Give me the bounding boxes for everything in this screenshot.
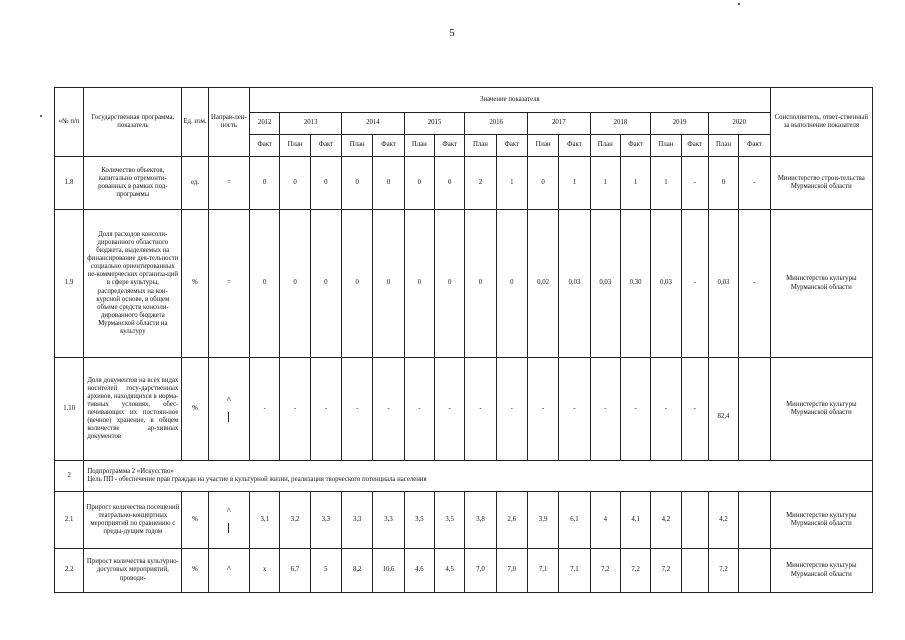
value-cell: 0 [404, 210, 434, 358]
sub-label: Факт [739, 135, 771, 157]
value-cell [739, 549, 771, 593]
value-cell: 8,2 [342, 549, 373, 593]
value-cell: - [250, 358, 280, 461]
value-cell: 7,2 [590, 549, 620, 593]
value-cell: 4,2 [708, 492, 738, 549]
value-cell: 7,2 [708, 549, 738, 593]
value-cell: 3,1 [250, 492, 280, 549]
value-cell: - [280, 358, 310, 461]
value-cell: 3,9 [527, 492, 558, 549]
scan-speck [40, 115, 42, 117]
value-cell: - [527, 358, 558, 461]
row-number: 1.9 [55, 210, 84, 358]
vertical-bar-icon [228, 412, 229, 422]
direction-cell [208, 492, 249, 549]
sub-label: План [280, 135, 310, 157]
value-cell: x [250, 549, 280, 593]
value-text: 82,4 [717, 412, 730, 420]
sub-label: План [651, 135, 681, 157]
value-cell: 10,6 [373, 549, 404, 593]
sub-label: Факт [496, 135, 527, 157]
value-cell: 0 [280, 210, 310, 358]
value-cell: - [681, 210, 708, 358]
executor-cell: Министерство культуры Мурманской области [770, 549, 872, 593]
value-cell: 7,1 [527, 549, 558, 593]
sub-label: План [708, 135, 738, 157]
header-row-top [55, 88, 873, 113]
executor-cell: Министерство строи-тельства Мурманской области [770, 157, 872, 210]
unit-cell: % [182, 358, 208, 461]
col-header-direction: Направ-лен-ность [208, 88, 249, 157]
value-cell: 1 [496, 157, 527, 210]
col-header-executor: Соисполнитель, ответ-ственный за выполнение показателя [770, 88, 872, 157]
value-cell: 3,3 [310, 492, 341, 549]
value-cell: 6,7 [280, 549, 310, 593]
year-header: 2019 [651, 113, 709, 135]
value-cell: 7,1 [559, 549, 590, 593]
value-cell: 0 [435, 210, 465, 358]
table-row [55, 210, 873, 358]
section-goal: Цель ПП - обеспечение прав граждан на участие в культурной жизни, реализация творческого потенциала населения [87, 476, 427, 483]
value-cell: 1 [620, 157, 650, 210]
value-cell: 4,1 [620, 492, 650, 549]
value-cell: 3,3 [342, 492, 373, 549]
value-cell: 7,2 [651, 549, 681, 593]
year-header: 2014 [342, 113, 405, 135]
value-cell: 3,8 [465, 492, 496, 549]
indicator-name: Доля документов на всех видах носителей госу-дарственных архивов, находящихся в норма-тивных условиях, обес-печивающих их постоян-ное (вечное) хранение, в общем количестве ар-хивных документов [84, 358, 182, 461]
up-arrow-icon: ^ [226, 506, 231, 517]
value-cell [708, 358, 738, 461]
scan-speck [738, 3, 740, 5]
sub-label: План [342, 135, 373, 157]
sub-label: Факт [620, 135, 650, 157]
sub-label: Факт [373, 135, 404, 157]
value-cell: 1 [559, 157, 590, 210]
value-cell: 0 [310, 157, 341, 210]
year-header: 2020 [708, 113, 770, 135]
year-header: 2015 [404, 113, 465, 135]
value-cell: - [620, 358, 650, 461]
section-number: 2 [55, 461, 84, 492]
value-cell: 4,2 [651, 492, 681, 549]
unit-cell: % [182, 549, 208, 593]
executor-cell: Министерство культуры Мурманской области [770, 358, 872, 461]
value-cell: - [681, 157, 708, 210]
sub-label: План [404, 135, 434, 157]
sub-label: План [527, 135, 558, 157]
value-cell: 4,6 [404, 549, 434, 593]
row-number: 2.1 [55, 492, 84, 549]
col-header-unit: Ед. изм. [182, 88, 208, 157]
value-cell [681, 492, 708, 549]
value-cell: 0 [496, 210, 527, 358]
value-cell: 2 [465, 157, 496, 210]
value-cell: 1 [590, 157, 620, 210]
value-cell: 0 [373, 210, 404, 358]
col-header-number: «№ п/п [55, 88, 84, 157]
value-cell: 0 [527, 157, 558, 210]
value-cell: - [465, 358, 496, 461]
unit-cell: ед. [182, 157, 208, 210]
year-header: 2017 [527, 113, 590, 135]
value-cell: 4,5 [435, 549, 465, 593]
value-cell [739, 358, 771, 461]
value-cell: 6,1 [559, 492, 590, 549]
value-cell: 0 [310, 210, 341, 358]
year-header: 2012 [250, 113, 280, 135]
value-cell: 0 [342, 157, 373, 210]
value-cell: 7,0 [496, 549, 527, 593]
sub-label: Факт [559, 135, 590, 157]
direction-cell [208, 549, 249, 593]
sub-label: План [590, 135, 620, 157]
indicator-name: Прирост количества посещений театрально-концертных мероприятий по сравнению с преды-дущим годом [84, 492, 182, 549]
value-cell: 0 [404, 157, 434, 210]
value-cell: 0 [465, 210, 496, 358]
value-cell: 0 [250, 210, 280, 358]
value-cell: - [310, 358, 341, 461]
section-text [84, 461, 873, 492]
value-cell: 3,5 [435, 492, 465, 549]
value-cell: 3,3 [373, 492, 404, 549]
value-cell: 3,2 [280, 492, 310, 549]
up-arrow-icon: ^ [226, 564, 231, 575]
table-row [55, 549, 873, 593]
value-cell: - [342, 358, 373, 461]
value-cell: 0 [342, 210, 373, 358]
sub-label: Факт [310, 135, 341, 157]
value-cell: 5 [310, 549, 341, 593]
row-number: 1.8 [55, 157, 84, 210]
value-cell: - [739, 210, 771, 358]
value-cell: - [681, 358, 708, 461]
direction-cell [208, 358, 249, 461]
executor-cell: Министерство культуры Мурманской области [770, 492, 872, 549]
value-cell: 2,6 [496, 492, 527, 549]
value-cell [739, 492, 771, 549]
row-number: 2.2 [55, 549, 84, 593]
value-cell [681, 549, 708, 593]
value-cell: 0,30 [620, 210, 650, 358]
value-cell: 7,0 [465, 549, 496, 593]
value-cell: 0,03 [651, 210, 681, 358]
value-cell: - [651, 358, 681, 461]
year-header: 2013 [280, 113, 342, 135]
indicator-name: Количество объектов, капитально отремонти-рованных в рамках под-программы [84, 157, 182, 210]
section-row [55, 461, 873, 492]
unit-cell: % [182, 210, 208, 358]
value-cell: 1 [651, 157, 681, 210]
direction-cell: = [208, 210, 249, 358]
sub-label: План [465, 135, 496, 157]
value-cell: 0,03 [708, 210, 738, 358]
direction-cell: = [208, 157, 249, 210]
col-header-value-caption: Значение показателя [250, 88, 771, 113]
unit-cell: % [182, 492, 208, 549]
indicators-table [54, 87, 873, 593]
table-row [55, 157, 873, 210]
value-cell: - [739, 157, 771, 210]
value-cell: 0,03 [590, 210, 620, 358]
value-cell: 0 [708, 157, 738, 210]
row-number: 1.10 [55, 358, 84, 461]
value-cell: - [496, 358, 527, 461]
up-arrow-icon: ^ [226, 395, 231, 406]
page-number: 5 [449, 27, 455, 39]
sub-label: Факт [435, 135, 465, 157]
table-row [55, 358, 873, 461]
year-header: 2016 [465, 113, 528, 135]
value-cell: 0 [373, 157, 404, 210]
value-cell: 0,02 [527, 210, 558, 358]
col-header-program: Государственная программа, показатель [84, 88, 182, 157]
value-cell: - [435, 358, 465, 461]
sub-label: Факт [681, 135, 708, 157]
table-row [55, 492, 873, 549]
executor-cell: Министерство культуры Мурманской области [770, 210, 872, 358]
section-title: Подпрограмма 2 «Искусство» [87, 467, 174, 475]
value-cell: 0 [280, 157, 310, 210]
value-cell: - [404, 358, 434, 461]
indicator-name: Прирост количества культурно-досуговых мероприятий, проводи- [84, 549, 182, 593]
value-cell: - [590, 358, 620, 461]
value-cell: 7,2 [620, 549, 650, 593]
value-cell: 3,5 [404, 492, 434, 549]
vertical-bar-icon [228, 523, 229, 533]
indicator-name: Доля расходов консоли-дированного областного бюджета, выделяемых на финансирование дея-тельности социально ориентированных не-коммерческих организа-ций в сфере культуры, распределяемых на кон-курсной основе, в общем объеме средств консоли-дированного бюджета Мурманской области на культуру [84, 210, 182, 358]
value-cell: 0 [435, 157, 465, 210]
value-cell: 4 [590, 492, 620, 549]
sub-label: Факт [250, 135, 280, 157]
value-cell: - [373, 358, 404, 461]
value-cell: 0,03 [559, 210, 590, 358]
year-header: 2018 [590, 113, 651, 135]
value-cell: 0 [250, 157, 280, 210]
value-cell: - [559, 358, 590, 461]
